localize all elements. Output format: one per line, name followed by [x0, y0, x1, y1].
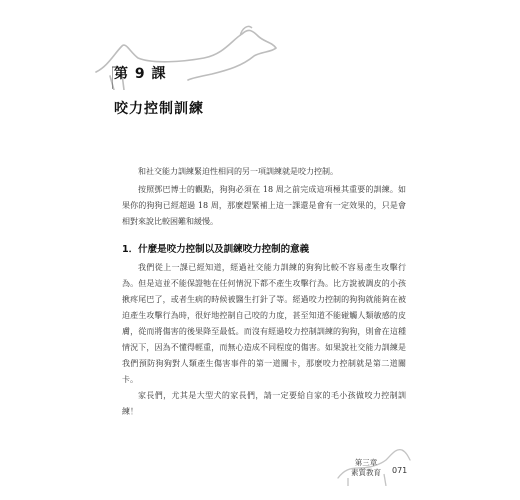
section-heading: 1．什麼是咬力控制以及訓練咬力控制的意義 — [122, 244, 310, 255]
page-number: 071 — [392, 466, 408, 475]
section-paragraph-2: 家長們，尤其是大型犬的家長們，請一定要給自家的毛小孩做咬力控制訓練！ — [122, 391, 406, 416]
chapter-title: 咬力控制訓練 — [114, 101, 204, 117]
footer-chapter-name: 素質教育 — [351, 468, 381, 477]
lesson-title: 第 9 課 — [114, 66, 167, 82]
intro-paragraph-2: 按照鄧巴博士的觀點，狗狗必須在 18 周之前完成這項極其重要的訓練。如果你的狗狗已經超過 18 周，那麼趕緊補上這一課還是會有一定效果的，只是會相對來說比較困難和緩慢。 — [122, 185, 406, 226]
footer-chapter — [345, 458, 387, 478]
intro-paragraph-1: 和社交能力訓練緊迫性相同的另一項訓練就是咬力控制。 — [138, 167, 338, 176]
section-paragraph-1: 我們從上一課已經知道，經過社交能力訓練的狗狗比較不容易產生攻擊行為。但是這並不能保證牠在任何情況下都不產生攻擊行為。比方說被調皮的小孩揪疼尾巴了，或者生病的時候被醫生打針了等。經過咬力控制的狗狗就能夠在被迫產生攻擊行為時，很好地控制自己咬的力度，甚至知道不能碰觸人類敏感的皮膚，從而將傷害的後果降至最低。而沒有經過咬力控制訓練的狗狗，則會在這種情況下，因為不懂得輕重，而無心造成不同程度的傷害。如果說社交能力訓練是我們預防狗狗對人類產生傷害事件的第一道關卡，那麼咬力控制就是第二道關卡。 — [122, 263, 406, 384]
footer-chapter-label: 第三章 — [354, 458, 378, 467]
